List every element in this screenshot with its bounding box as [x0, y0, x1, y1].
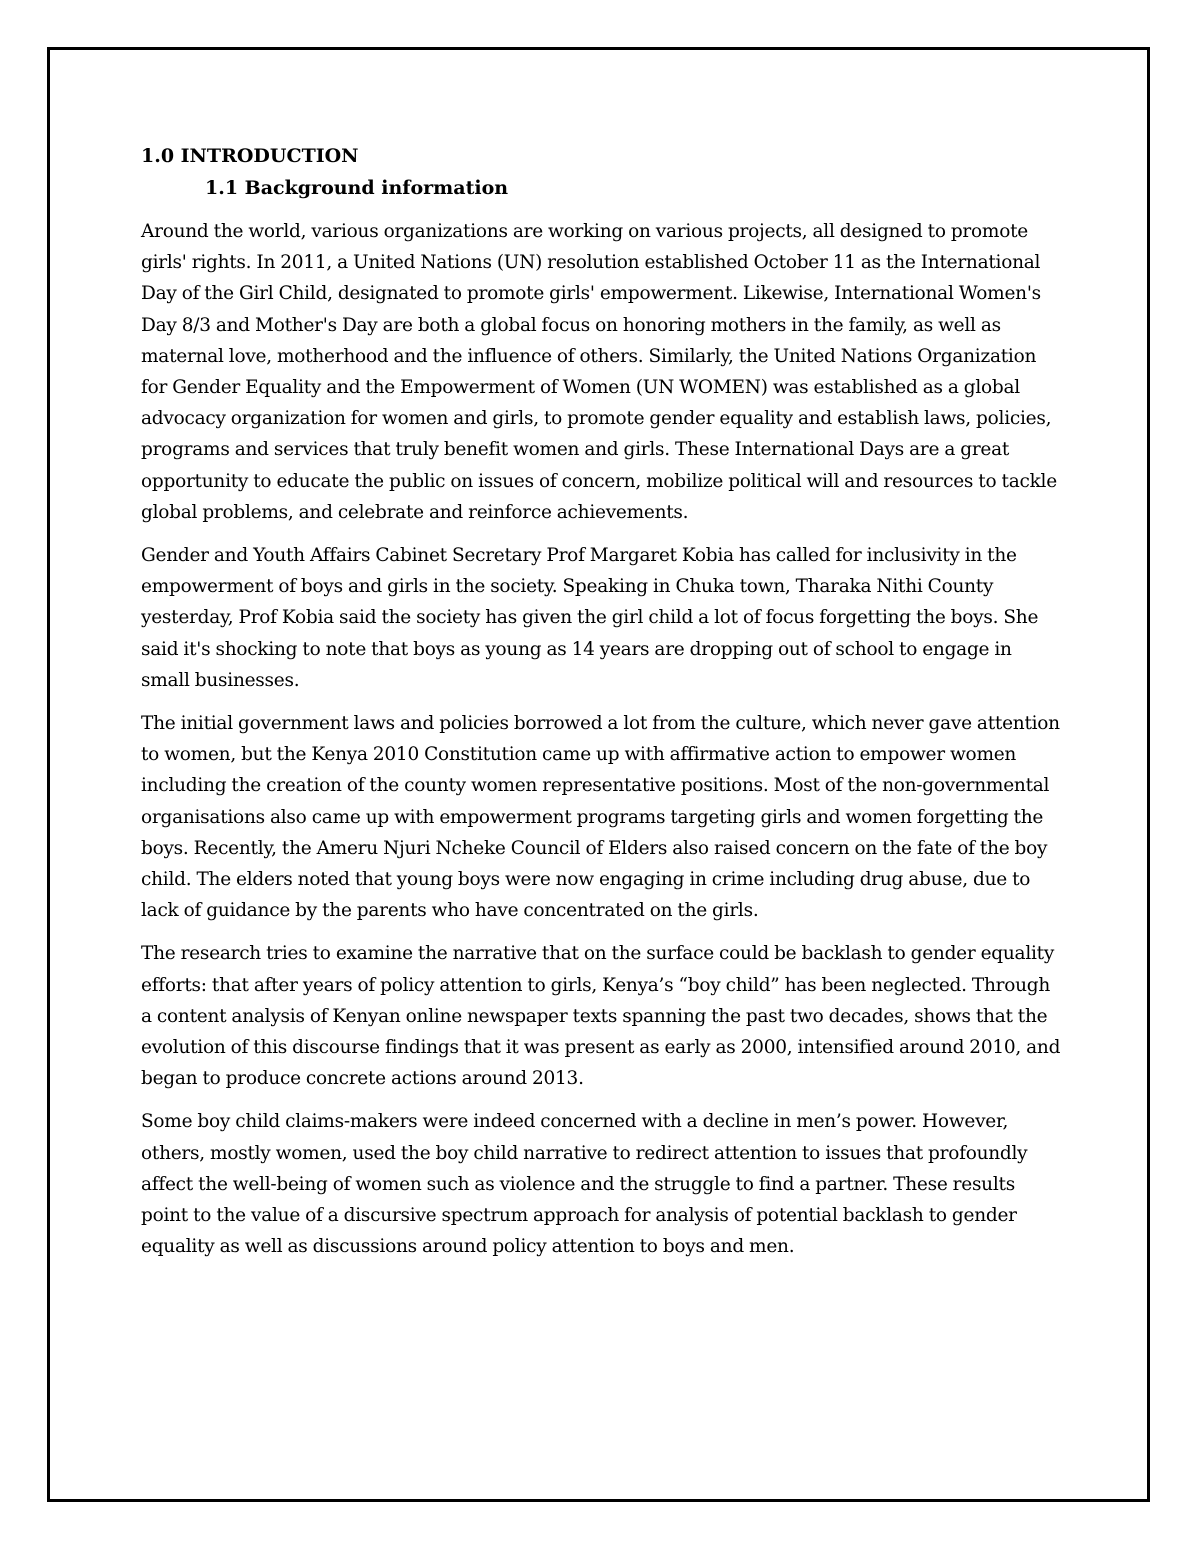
paragraph-1: Around the world, various organizations are working on various projects, all designed to promote girls' rights. In 2011, a United Nations (UN) resolution established October 11 as the International Day of the Girl Child, designated to promote girls' empowerment. Likewise, International Women's Day 8/3 and Mother's Day are both a global focus on honoring mothers in the family, as well as maternal love, motherhood and the influence of others. Similarly, the United Nations Organization for Gender Equality and the Empowerment of Women (UN WOMEN) was established as a global advocacy organization for women and girls, to promote gender equality and establish laws, policies, programs and services that truly benefit women and girls. These International Days are a great opportunity to educate the public on issues of concern, mobilize political will and resources to tackle global problems, and celebrate and reinforce achievements. [141, 221, 1057, 523]
paragraph-5: Some boy child claims-makers were indeed concerned with a decline in men’s power. However, others, mostly women, used the boy child narrative to redirect attention to issues that profoundly affect the well-being of women such as violence and the struggle to find a partner. These results point to the value of a discursive spectrum approach for analysis of potential backlash to gender equality as well as discussions around policy attention to boys and men. [141, 1111, 1028, 1258]
subsection-heading: 1.1 Background information [205, 177, 509, 199]
document-body [141, 140, 1061, 1275]
paragraph-4: The research tries to examine the narrative that on the surface could be backlash to gender equality efforts: that after years of policy attention to girls, Kenya’s “boy child” has been neglected. Through a content analysis of Kenyan online newspaper texts spanning the past two decades, shows that the evolution of this discourse findings that it was present as early as 2000, intensified around 2010, and began to produce concrete actions around 2013. [141, 943, 1061, 1090]
paragraph-3: The initial government laws and policies borrowed a lot from the culture, which never gave attention to women, but the Kenya 2010 Constitution came up with affirmative action to empower women including the creation of the county women representative positions. Most of the non-governmental organisations also came up with empowerment programs targeting girls and women forgetting the boys. Recently, the Ameru Njuri Ncheke Council of Elders also raised concern on the fate of the boy child. The elders noted that young boys were now engaging in crime including drug abuse, due to lack of guidance by the parents who have concentrated on the girls. [141, 713, 1060, 922]
section-heading: 1.0 INTRODUCTION [141, 145, 359, 167]
paragraph-2: Gender and Youth Affairs Cabinet Secretary Prof Margaret Kobia has called for inclusivity in the empowerment of boys and girls in the society. Speaking in Chuka town, Tharaka Nithi County yesterday, Prof Kobia said the society has given the girl child a lot of focus forgetting the boys. She said it's shocking to note that boys as young as 14 years are dropping out of school to engage in small businesses. [141, 545, 1039, 691]
